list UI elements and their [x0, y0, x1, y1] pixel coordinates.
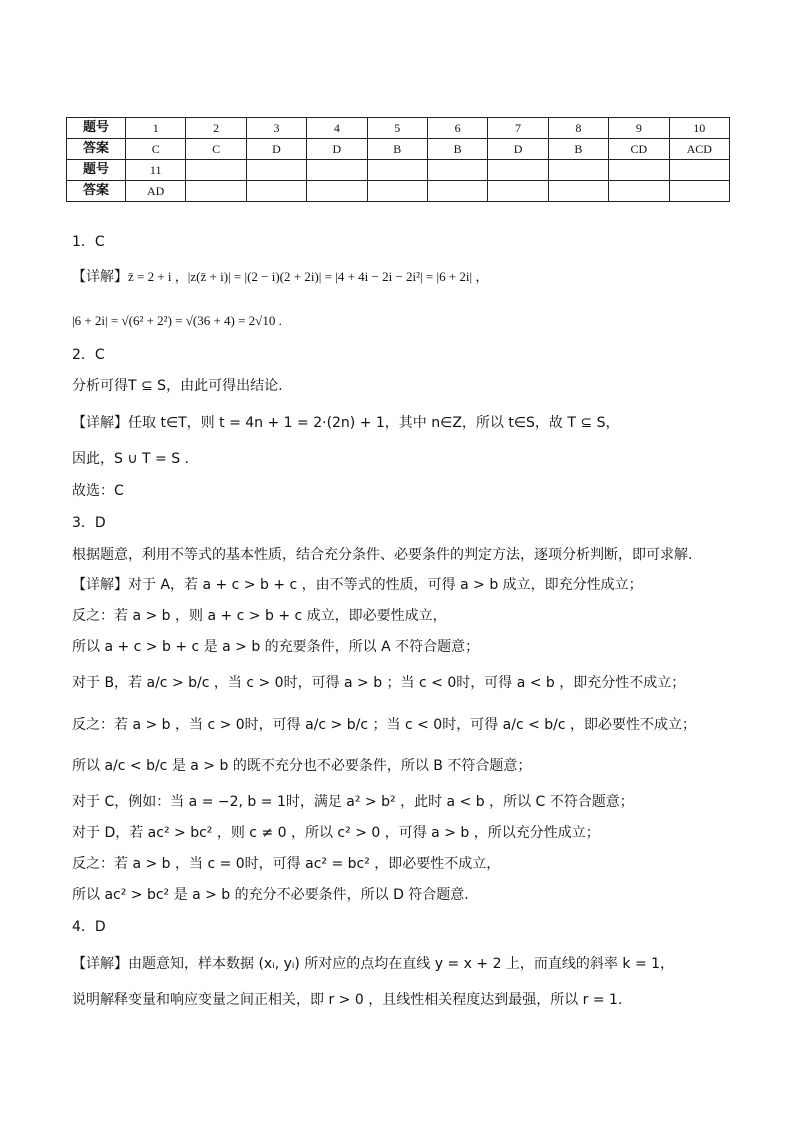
table-cell: [307, 181, 367, 202]
q3-a3: 所以 a + c > b + c 是 a > b 的充要条件，所以 A 不符合题意；: [72, 639, 480, 655]
table-cell: [669, 160, 729, 181]
q3-b3: 所以 a/c < b/c 是 a > b 的既不充分也不必要条件，所以 B 不符合题意；: [72, 758, 532, 774]
row-label-ans: 答案: [67, 181, 126, 202]
table-cell: [367, 181, 427, 202]
table-cell: D: [246, 139, 306, 160]
q4-l1: 【详解】由题意知，样本数据 (xᵢ, yᵢ) 所对应的点均在直线 y = x + 2 上，而直线的斜率 k = 1，: [72, 956, 675, 972]
table-cell: [609, 160, 669, 181]
table-cell: [427, 160, 487, 181]
table-cell: 7: [488, 118, 548, 139]
q3-heading: 3．D: [72, 515, 106, 531]
q4-l2: 说明解释变量和响应变量之间正相关，即 r > 0 ，且线性相关程度达到最强，所以 r = 1.: [72, 992, 623, 1008]
table-cell: D: [488, 139, 548, 160]
table-cell: AD: [126, 181, 186, 202]
q2-analysis: 分析可得T ⊆ S，由此可得出结论.: [72, 378, 283, 394]
table-cell: 8: [548, 118, 608, 139]
table-row: [67, 118, 730, 139]
table-cell: 3: [246, 118, 306, 139]
row-label-ans: 答案: [67, 139, 126, 160]
q1-heading: 1．C: [72, 234, 105, 250]
table-cell: 2: [186, 118, 246, 139]
q1-detail-line2: [72, 311, 282, 331]
table-cell: CD: [609, 139, 669, 160]
answer-table: [66, 117, 730, 202]
table-cell: 1: [126, 118, 186, 139]
table-cell: [488, 181, 548, 202]
table-cell: C: [126, 139, 186, 160]
q2-detail: 【详解】任取 t∈T，则 t = 4n + 1 = 2·(2n) + 1，其中 n∈Z，所以 t∈S，故 T ⊆ S，: [72, 415, 620, 431]
table-cell: B: [548, 139, 608, 160]
q1-math-line1: z̄ = 2 + i ，|z(z̄ + i)| = |(2 − i)(2 + 2i)| = |4 + 4i − 2i − 2i²| = |6 + 2i| ，: [128, 269, 489, 284]
q3-c1: 对于 C，例如：当 a = −2, b = 1时，满足 a² > b² ，此时 a < b ，所以 C 不符合题意；: [72, 794, 634, 810]
table-cell: 9: [609, 118, 669, 139]
q2-heading: 2．C: [72, 347, 105, 363]
table-cell: [669, 181, 729, 202]
row-label-num: 题号: [67, 160, 126, 181]
table-cell: D: [307, 139, 367, 160]
table-cell: 11: [126, 160, 186, 181]
q2-therefore: 因此，S ∪ T = S .: [72, 451, 190, 467]
table-cell: 4: [307, 118, 367, 139]
table-cell: ACD: [669, 139, 729, 160]
table-cell: [246, 181, 306, 202]
q3-b1: 对于 B，若 a/c > b/c ，当 c > 0时，可得 a > b ；当 c < 0时，可得 a < b ，即充分性不成立；: [72, 675, 686, 691]
q3-a2: 反之：若 a > b ，则 a + c > b + c 成立，即必要性成立，: [72, 608, 447, 624]
q3-intro: 根据题意，利用不等式的基本性质，结合充分条件、必要条件的判定方法，逐项分析判断，即可求解.: [72, 547, 693, 563]
q3-a1: 【详解】对于 A，若 a + c > b + c ，由不等式的性质，可得 a > b 成立，即充分性成立；: [72, 577, 643, 593]
table-row: [67, 181, 730, 202]
q1-math-line2: |6 + 2i| = √(6² + 2²) = √(36 + 4) = 2√10 .: [72, 313, 282, 328]
q3-d1: 对于 D，若 ac² > bc² ，则 c ≠ 0 ，所以 c² > 0 ，可得 a > b ，所以充分性成立；: [72, 825, 600, 841]
table-cell: C: [186, 139, 246, 160]
table-cell: [307, 160, 367, 181]
table-row: [67, 139, 730, 160]
q3-d3: 所以 ac² > bc² 是 a > b 的充分不必要条件，所以 D 符合题意.: [72, 887, 469, 903]
table-cell: 5: [367, 118, 427, 139]
q1-detail-line1: [72, 267, 488, 287]
table-cell: [548, 160, 608, 181]
table-cell: [246, 160, 306, 181]
q3-b2: 反之：若 a > b ，当 c > 0时，可得 a/c > b/c ；当 c < 0时，可得 a/c < b/c ，即必要性不成立；: [72, 717, 697, 733]
table-cell: [427, 181, 487, 202]
table-cell: [488, 160, 548, 181]
q1-detail-tag: 【详解】: [72, 269, 128, 285]
table-row: [67, 160, 730, 181]
q2-choose: 故选：C: [72, 483, 124, 499]
q3-d2: 反之：若 a > b ，当 c = 0时，可得 ac² = bc² ，即必要性不成立，: [72, 856, 501, 872]
table-cell: [186, 160, 246, 181]
table-cell: [186, 181, 246, 202]
table-cell: [548, 181, 608, 202]
table-cell: 6: [427, 118, 487, 139]
table-cell: B: [367, 139, 427, 160]
table-cell: [609, 181, 669, 202]
table-cell: B: [427, 139, 487, 160]
table-cell: 10: [669, 118, 729, 139]
row-label-num: 题号: [67, 118, 126, 139]
q4-heading: 4．D: [72, 919, 106, 935]
table-cell: [367, 160, 427, 181]
